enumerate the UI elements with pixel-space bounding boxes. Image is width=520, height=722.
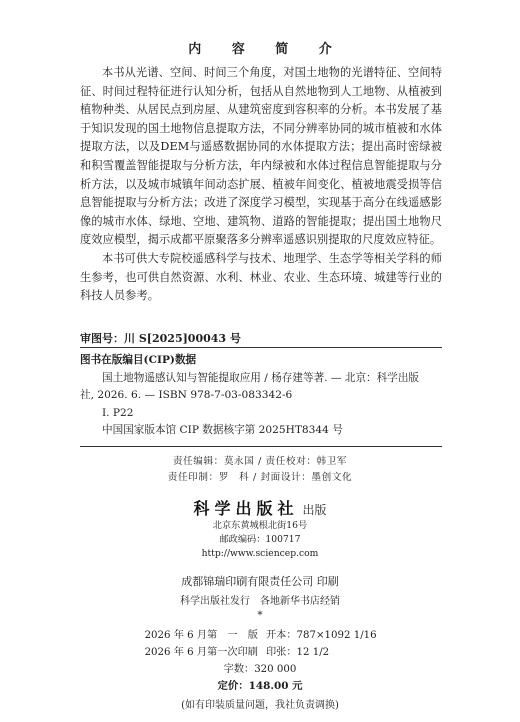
- content-summary: [80, 64, 442, 306]
- cip-classification: Ⅰ. P22: [102, 406, 134, 419]
- staff-line-printing: 责任印制：罗 科 / 封面设计：墨创文化: [167, 472, 353, 483]
- quality-notice: (如有印装质量问题，我社负责调换): [181, 700, 339, 711]
- cip-record-line-2: 社, 2026. 6. — ISBN 978-7-03-083342-6: [80, 389, 293, 402]
- cip-record-line-1: 国土地物遥感认知与智能提取应用 / 杨存建等著. — 北京：科学出版: [102, 371, 420, 384]
- staff-credits: [0, 454, 520, 486]
- cip-data-number: 中国国家版本馆 CIP 数据核字第 2025HT8344 号: [102, 424, 343, 437]
- cip-heading: 图书在版编目(CIP)数据: [80, 354, 197, 366]
- publisher-suffix: 出版: [302, 503, 327, 517]
- publisher-website: http://www.sciencep.com: [201, 548, 319, 559]
- publisher-logo: 科学出版社: [193, 499, 299, 518]
- separator-asterisk: *: [257, 609, 263, 621]
- divider-top: [80, 347, 442, 348]
- staff-line-editors: 责任编辑：莫永国 / 责任校对：韩卫军: [172, 456, 348, 467]
- publisher-postcode: 邮政编码：100717: [219, 534, 301, 545]
- edition-info: 2026 年 6 月第 一 版: [144, 630, 258, 641]
- distribution-line: 科学出版社发行 各地新华书店经销: [180, 596, 340, 607]
- page-title: 内 容 简 介: [188, 42, 345, 57]
- publisher-address: 北京东黄城根北街16号: [212, 520, 308, 531]
- price: 定价：148.00 元: [217, 680, 303, 692]
- cip-block: [80, 352, 442, 440]
- format-info: 开本：787×1092 1/16: [266, 630, 377, 641]
- publisher-block: [0, 496, 520, 561]
- sheets-info: 印张：12 1/2: [266, 647, 330, 658]
- map-review-number: 审图号：川 S[2025]00043 号: [80, 332, 241, 345]
- summary-paragraph-2: 本书可供大专院校遥感科学与技术、地理学、生态学等相关学科的师生参考，也可供自然资源、水利、林业、农业、生态环境、城建等行业的科技人员参考。: [80, 251, 442, 303]
- printer-line: 成都锦瑞印刷有限责任公司 印刷: [181, 575, 339, 588]
- word-count: 字数：320 000: [223, 664, 297, 675]
- summary-paragraph-1: 本书从光谱、空间、时间三个角度，对国土地物的光谱特征、空间特征、时间过程特征进行认知分析，包括从自然地物到人工地物、从植被到植物种类、从居民点到房屋、从建筑密度到容积率的分析。本书发展了基于知识发现的国土地物信息提取方法，不同分辨率协同的城市植被和水体提取方法，以及DEM与遥感数据协同的水体提取方法；提出高时密绿被和积雪覆盖智能提取与分析方法，年内绿被和水体过程信息智能提取与分析方法，以及城市城镇年间动态扩展、植被年间变化、植被地震受损等信息智能提取与分析方法；改进了深度学习模型，实现基于高分在线遥感影像的城市水体、绿地、空地、建筑物、道路的智能提取；提出国土地物尺度效应模型，揭示成都平原聚落多分辨率遥感识别提取的尺度效应特征。: [80, 66, 442, 247]
- printing-info: 2026 年 6 月第一次印刷: [144, 647, 258, 658]
- divider-bottom: [80, 446, 442, 447]
